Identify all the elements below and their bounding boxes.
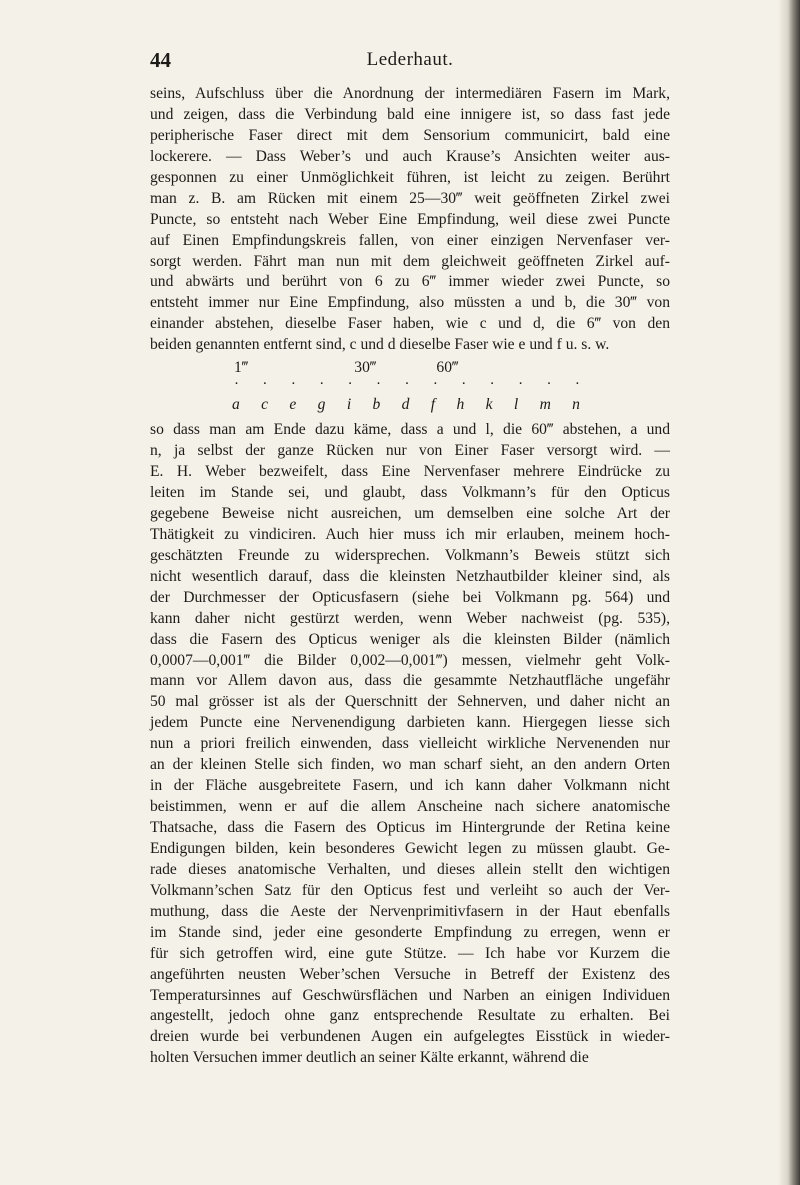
text-line: gesponnen zu einer Unmöglichkeit führen, ist leicht zu zeigen. Berührt bbox=[150, 168, 670, 186]
text-line: einander abstehen, dieselbe Faser haben, wie c und d, die 6‴ von den bbox=[150, 315, 670, 333]
text-line: sorgt werden. Fährt man nun mit dem gleichweit geöffneten Zirkel auf- bbox=[150, 252, 670, 270]
text-line: nicht wesentlich darauf, dass die kleinsten Netzhautbilder kleiner sind, als bbox=[150, 567, 670, 585]
text-line: angestellt, jedoch ohne ganz entsprechende Resultate zu erhalten. Bei bbox=[150, 1007, 670, 1025]
page-number: 44 bbox=[150, 48, 171, 72]
text-line: muthung, dass die Aeste der Nervenprimitivfasern in der Haut ebenfalls bbox=[150, 902, 670, 920]
figure-dot: · bbox=[376, 376, 382, 393]
figure-letter: b bbox=[372, 396, 381, 414]
figure-dot: · bbox=[262, 376, 268, 393]
text-line: beistimmen, wenn er auf die allem Anscheine nach sichere anatomische bbox=[150, 798, 670, 816]
text-line: leiten im Stande sei, und glaubt, dass Volkmann’s für den Opticus bbox=[150, 484, 670, 501]
text-line: für sich getroffen wird, eine gute Stütze. — Ich habe vor Kurzem die bbox=[150, 944, 670, 962]
text-line: auf Einen Empfindungskreis fallen, von einer einzigen Nervenfaser ver- bbox=[150, 231, 670, 249]
text-line: kann daher nicht gestürzt werden, wenn Weber nachweist (pg. 535), bbox=[150, 609, 670, 627]
text-line: man z. B. am Rücken mit einem 25—30‴ weit geöffneten Zirkel zwei bbox=[150, 189, 670, 207]
compass-figure bbox=[150, 358, 670, 417]
text-line: 50 mal grösser ist als der Querschnitt der Sehnerven, und daher nicht an bbox=[150, 693, 670, 711]
text-line: und abwärts und berührt von 6 zu 6‴ immer wieder zwei Puncte, so bbox=[150, 273, 670, 291]
figure-letter: h bbox=[456, 396, 465, 414]
text-line: Thatsache, dass die Fasern des Opticus im Hintergrunde der Retina keine bbox=[150, 819, 670, 836]
figure-dot: · bbox=[347, 376, 353, 393]
scale-label-60: 60‴ bbox=[436, 359, 459, 377]
text-line: und zeigen, dass die Verbindung bald eine innigere ist, so dass fast jede bbox=[150, 105, 670, 123]
figure-dots-row bbox=[150, 376, 670, 395]
text-line: Temperatursinnes auf Geschwürsflächen und Narben an einigen Individuen bbox=[150, 986, 670, 1004]
text-line: rade dieses anatomische Verhalten, und dieses allein stellt den wichtigen bbox=[150, 860, 670, 878]
figure-dot: · bbox=[574, 376, 580, 393]
figure-letter: c bbox=[261, 396, 269, 414]
text-line: beiden genannten entfernt sind, c und d dieselbe Faser wie e und f u. s. w. bbox=[150, 336, 610, 354]
text-line: so dass man am Ende dazu käme, dass a und l, die 60‴ abstehen, a und bbox=[150, 421, 670, 439]
page-edge-shadow bbox=[778, 0, 800, 1185]
paragraph-2 bbox=[150, 420, 670, 1069]
text-line: jedem Puncte eine Nervenendigung darbieten kann. Hiergegen liesse sich bbox=[150, 714, 670, 732]
paragraph-1 bbox=[150, 84, 670, 356]
scale-label-1: 1‴ bbox=[234, 359, 249, 377]
figure-letter: k bbox=[485, 396, 493, 414]
text-line: Puncte, so entsteht nach Weber Eine Empfindung, weil diese zwei Puncte bbox=[150, 210, 670, 228]
figure-letter: g bbox=[317, 396, 326, 414]
figure-dot: · bbox=[546, 376, 552, 393]
figure-letter: l bbox=[513, 396, 519, 414]
figure-letters-row bbox=[150, 395, 670, 417]
text-line: der Durchmesser der Opticusfasern (siehe bei Volkmann pg. 564) und bbox=[150, 588, 670, 606]
text-line: im Stande sind, jeder eine gesonderte Empfindung zu erregen, wenn er bbox=[150, 923, 670, 941]
text-line: in der Fläche ausgebreitete Fasern, und ich kann daher Volkmann nicht bbox=[150, 777, 670, 795]
text-line: holten Versuchen immer deutlich an seiner Kälte erkannt, während die bbox=[150, 1049, 589, 1067]
text-line: Volkmann’schen Satz für den Opticus fest und verleiht so auch der Ver- bbox=[150, 881, 670, 899]
figure-letter: d bbox=[401, 396, 410, 414]
figure-dot: · bbox=[290, 376, 296, 393]
text-line: gegebene Beweise nicht ausreichen, um demselben eine solche Art der bbox=[150, 504, 670, 522]
text-line: nun a priori freilich einwenden, dass vielleicht wirkliche Nervenenden nur bbox=[150, 735, 670, 753]
body-text bbox=[150, 84, 670, 1069]
text-line: dreien wurde bei verbundenen Augen ein aufgelegtes Eisstück in wieder- bbox=[150, 1028, 670, 1046]
text-line: Endigungen bilden, kein besonderes Gewicht legen zu müssen glaubt. Ge- bbox=[150, 839, 670, 857]
figure-dot: · bbox=[404, 376, 410, 393]
text-line: lockerere. — Dass Weber’s und auch Krause’s Ansichten weiter aus- bbox=[150, 147, 670, 165]
text-line: n, ja selbst der ganze Rücken nur von Einer Faser versorgt wird. — bbox=[150, 442, 670, 460]
text-line: dass die Fasern des Opticus weniger als die kleinsten Bilder (nämlich bbox=[150, 630, 670, 648]
text-line: an der kleinen Stelle sich finden, wo man scharf sieht, an den andern Orten bbox=[150, 756, 670, 774]
text-line: 0,0007—0,001‴ die Bilder 0,002—0,001‴) messen, vielmehr geht Volk- bbox=[150, 651, 670, 669]
text-line: mann vor Allem davon aus, dass die gesammte Netzhautfläche ungefähr bbox=[150, 672, 670, 690]
text-line: angeführten neusten Weber’schen Versuche in Betreff der Existenz des bbox=[150, 965, 670, 983]
figure-dot: · bbox=[234, 376, 239, 393]
text-line: E. H. Weber bezweifelt, dass Eine Nervenfaser mehrere Eindrücke zu bbox=[150, 463, 670, 481]
figure-letter: i bbox=[346, 396, 352, 414]
figure-scale-row bbox=[150, 358, 670, 379]
page-header bbox=[150, 48, 670, 78]
text-line: peripherische Faser direct mit dem Sensorium communicirt, bald eine bbox=[150, 126, 670, 144]
figure-dot: · bbox=[432, 376, 438, 393]
figure-dot: · bbox=[319, 376, 325, 393]
text-line: geschätzten Freunde zu widersprechen. Volkmann’s Beweis stützt sich bbox=[150, 546, 670, 564]
figure-dot: · bbox=[461, 376, 467, 393]
scale-label-30: 30‴ bbox=[354, 359, 377, 377]
figure-letter: m bbox=[539, 396, 551, 414]
figure-letter: f bbox=[430, 396, 436, 414]
text-line: seins, Aufschluss über die Anordnung der intermediären Fasern im Mark, bbox=[150, 85, 670, 102]
figure-letter: a bbox=[232, 396, 240, 414]
figure-letter: n bbox=[572, 396, 580, 414]
figure-letter: e bbox=[289, 396, 297, 414]
text-line: entsteht immer nur Eine Empfindung, also müssten a und b, die 30‴ von bbox=[150, 294, 670, 312]
text-line: Thätigkeit zu vindiciren. Auch hier muss ich mir erlauben, meinem hoch- bbox=[150, 525, 670, 543]
figure-dot: · bbox=[518, 376, 524, 393]
running-title: Lederhaut. bbox=[366, 49, 454, 70]
figure-dot: · bbox=[489, 376, 495, 393]
